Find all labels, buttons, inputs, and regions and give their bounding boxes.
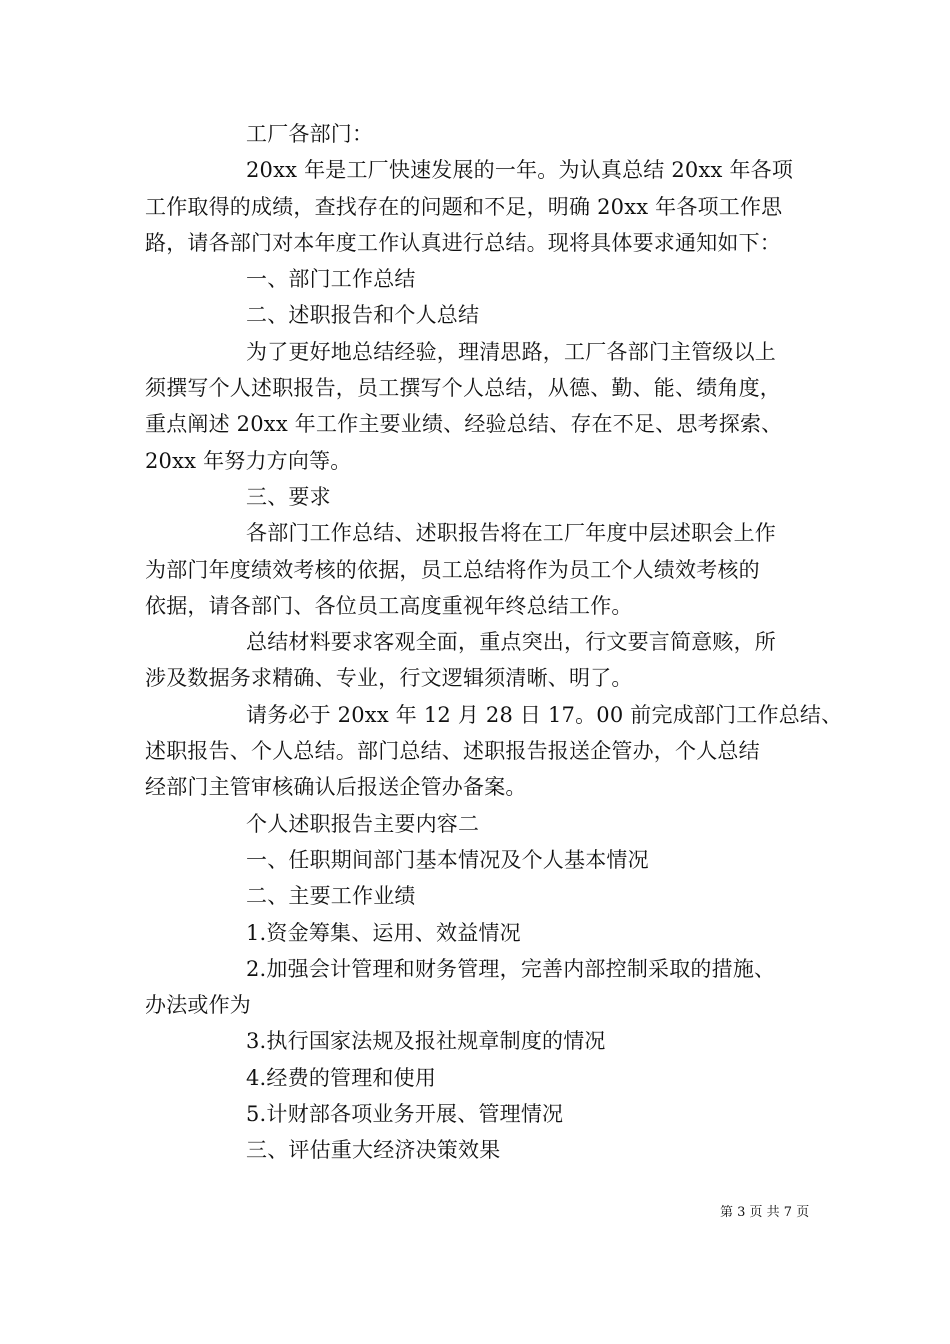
text-line: 经部门主管审核确认后报送企管办备案。 — [145, 775, 527, 800]
text-line: 涉及数据务求精确、专业，行文逻辑须清晰、明了。 — [145, 666, 633, 691]
text-line: 20xx 年是工厂快速发展的一年。为认真总结 20xx 年各项 — [246, 158, 794, 183]
text-line: 个人述职报告主要内容二 — [246, 811, 480, 836]
text-line: 1.资金筹集、运用、效益情况 — [246, 920, 521, 945]
text-line: 一、部门工作总结 — [246, 267, 416, 292]
text-line: 一、任职期间部门基本情况及个人基本情况 — [246, 847, 649, 872]
text-line: 为部门年度绩效考核的依据，员工总结将作为员工个人绩效考核的 — [145, 557, 760, 582]
text-line: 三、评估重大经济决策效果 — [246, 1138, 501, 1163]
text-line: 述职报告、个人总结。部门总结、述职报告报送企管办，个人总结 — [145, 739, 760, 764]
text-line: 工厂各部门： — [246, 122, 374, 146]
text-line: 20xx 年努力方向等。 — [145, 448, 352, 473]
text-line: 4.经费的管理和使用 — [246, 1065, 437, 1090]
text-line: 工作取得的成绩，查找存在的问题和不足，明确 20xx 年各项工作思 — [145, 194, 783, 219]
text-line: 依据，请各部门、各位员工高度重视年终总结工作。 — [145, 593, 633, 618]
text-line: 办法或作为 — [145, 993, 251, 1018]
text-line: 路，请各部门对本年度工作认真进行总结。现将具体要求通知如下： — [145, 230, 781, 255]
text-line: 须撰写个人述职报告，员工撰写个人总结，从德、勤、能、绩角度， — [145, 376, 781, 401]
text-line: 2.加强会计管理和财务管理，完善内部控制采取的措施、 — [246, 956, 776, 981]
text-line: 二、主要工作业绩 — [246, 884, 416, 909]
document-body — [145, 116, 843, 1169]
text-line: 总结材料要求客观全面，重点突出，行文要言简意赅，所 — [246, 630, 776, 655]
text-line: 为了更好地总结经验，理清思路，工厂各部门主管级以上 — [246, 339, 776, 364]
text-line: 各部门工作总结、述职报告将在工厂年度中层述职会上作 — [246, 521, 776, 546]
text-line: 3.执行国家法规及报社规章制度的情况 — [246, 1029, 606, 1054]
text-line: 三、要求 — [246, 484, 331, 509]
text-line: 5.计财部各项业务开展、管理情况 — [246, 1102, 564, 1127]
text-line: 二、述职报告和个人总结 — [246, 303, 480, 328]
text-line: 请务必于 20xx 年 12 月 28 日 17。00 前完成部门工作总结、 — [246, 702, 843, 727]
page-number-footer: 第 3 页 共 7 页 — [720, 1205, 810, 1220]
text-line: 重点阐述 20xx 年工作主要业绩、经验总结、存在不足、思考探索、 — [145, 412, 783, 437]
